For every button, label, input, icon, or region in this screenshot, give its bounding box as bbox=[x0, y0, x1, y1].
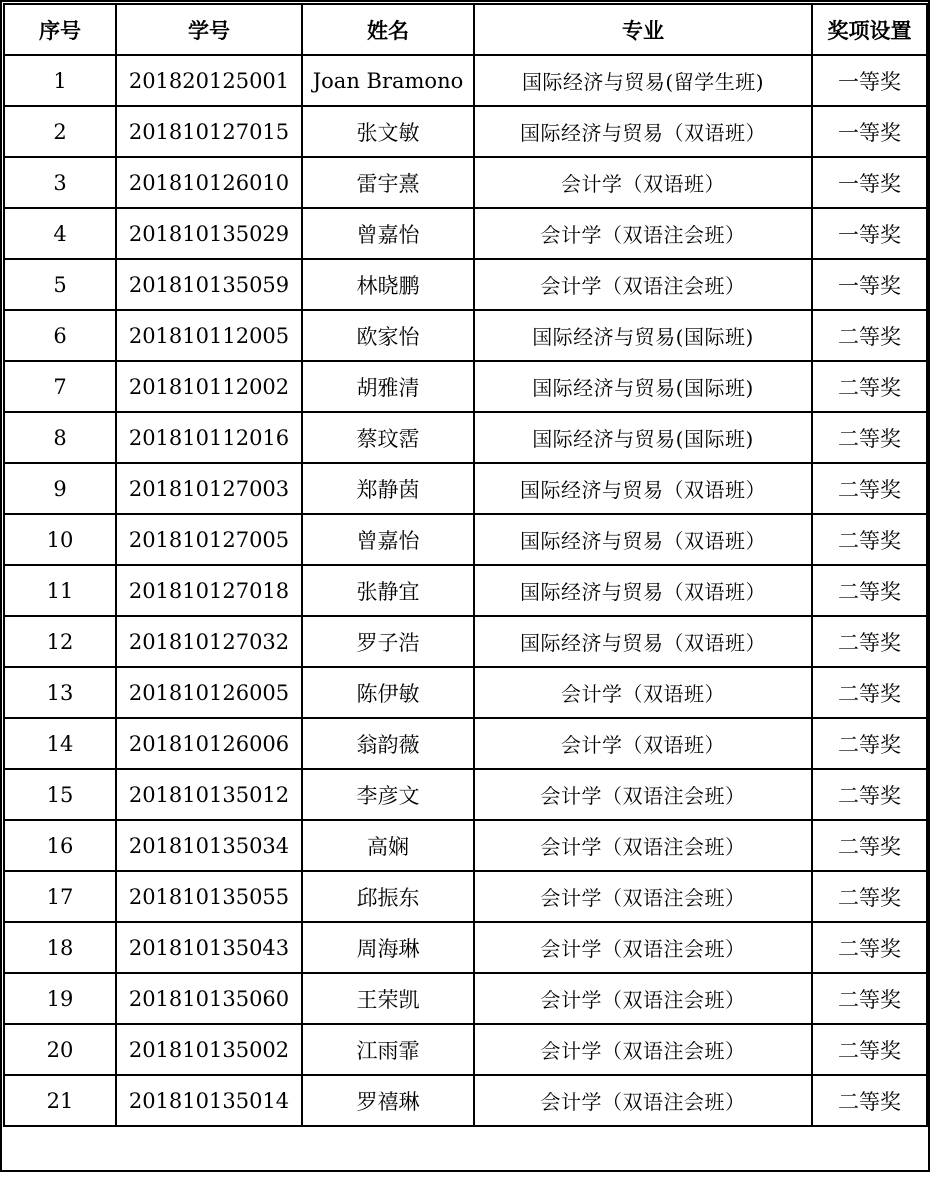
major: 国际经济与贸易（双语班） bbox=[474, 106, 812, 157]
student-name: 罗禧琳 bbox=[302, 1075, 474, 1126]
table-row bbox=[4, 973, 927, 1024]
student-name: 江雨霏 bbox=[302, 1024, 474, 1075]
header-name: 姓名 bbox=[302, 4, 474, 55]
major: 会计学（双语注会班） bbox=[474, 973, 812, 1024]
award-level: 二等奖 bbox=[812, 616, 927, 667]
student-id: 201810135034 bbox=[116, 820, 302, 871]
table-row bbox=[4, 55, 927, 106]
major: 国际经济与贸易(国际班) bbox=[474, 361, 812, 412]
award-level: 二等奖 bbox=[812, 310, 927, 361]
header-index: 序号 bbox=[4, 4, 116, 55]
student-id: 201810112016 bbox=[116, 412, 302, 463]
award-level: 二等奖 bbox=[812, 718, 927, 769]
student-id: 201810112002 bbox=[116, 361, 302, 412]
row-index: 14 bbox=[4, 718, 116, 769]
student-id: 201810126010 bbox=[116, 157, 302, 208]
table-row bbox=[4, 769, 927, 820]
student-name: 邱振东 bbox=[302, 871, 474, 922]
student-id: 201810127015 bbox=[116, 106, 302, 157]
student-name: 雷宇熹 bbox=[302, 157, 474, 208]
table-row bbox=[4, 259, 927, 310]
student-name: 曾嘉怡 bbox=[302, 514, 474, 565]
award-level: 二等奖 bbox=[812, 769, 927, 820]
student-name: 蔡玟霑 bbox=[302, 412, 474, 463]
award-level: 二等奖 bbox=[812, 412, 927, 463]
table-row bbox=[4, 412, 927, 463]
student-name: 陈伊敏 bbox=[302, 667, 474, 718]
row-index: 8 bbox=[4, 412, 116, 463]
row-index: 6 bbox=[4, 310, 116, 361]
table-row bbox=[4, 922, 927, 973]
student-name: Joan Bramono bbox=[302, 55, 474, 106]
table-row bbox=[4, 1024, 927, 1075]
table-body bbox=[4, 55, 927, 1126]
award-level: 一等奖 bbox=[812, 55, 927, 106]
award-level: 一等奖 bbox=[812, 208, 927, 259]
student-id: 201810126005 bbox=[116, 667, 302, 718]
student-name: 胡雅清 bbox=[302, 361, 474, 412]
row-index: 21 bbox=[4, 1075, 116, 1126]
table-row bbox=[4, 1075, 927, 1126]
student-id: 201810135029 bbox=[116, 208, 302, 259]
student-id: 201810135002 bbox=[116, 1024, 302, 1075]
major: 国际经济与贸易(国际班) bbox=[474, 310, 812, 361]
major: 国际经济与贸易（双语班） bbox=[474, 514, 812, 565]
student-id: 201810135059 bbox=[116, 259, 302, 310]
major: 国际经济与贸易(国际班) bbox=[474, 412, 812, 463]
major: 会计学（双语班） bbox=[474, 718, 812, 769]
table-row bbox=[4, 718, 927, 769]
table-row bbox=[4, 616, 927, 667]
table-row bbox=[4, 565, 927, 616]
award-level: 二等奖 bbox=[812, 922, 927, 973]
award-level: 二等奖 bbox=[812, 871, 927, 922]
student-id: 201810135012 bbox=[116, 769, 302, 820]
student-name: 曾嘉怡 bbox=[302, 208, 474, 259]
table-row bbox=[4, 463, 927, 514]
table-row bbox=[4, 667, 927, 718]
table-row bbox=[4, 157, 927, 208]
award-level: 二等奖 bbox=[812, 1024, 927, 1075]
major: 国际经济与贸易（双语班） bbox=[474, 463, 812, 514]
row-index: 17 bbox=[4, 871, 116, 922]
award-level: 二等奖 bbox=[812, 514, 927, 565]
student-name: 王荣凯 bbox=[302, 973, 474, 1024]
header-major: 专业 bbox=[474, 4, 812, 55]
major: 会计学（双语注会班） bbox=[474, 1075, 812, 1126]
table-row bbox=[4, 106, 927, 157]
major: 国际经济与贸易（双语班） bbox=[474, 616, 812, 667]
major: 会计学（双语注会班） bbox=[474, 208, 812, 259]
row-index: 18 bbox=[4, 922, 116, 973]
table-row bbox=[4, 820, 927, 871]
row-index: 1 bbox=[4, 55, 116, 106]
student-name: 罗子浩 bbox=[302, 616, 474, 667]
header-student-id: 学号 bbox=[116, 4, 302, 55]
student-name: 张静宜 bbox=[302, 565, 474, 616]
row-index: 15 bbox=[4, 769, 116, 820]
row-index: 10 bbox=[4, 514, 116, 565]
award-level: 二等奖 bbox=[812, 667, 927, 718]
row-index: 4 bbox=[4, 208, 116, 259]
student-id: 201810135060 bbox=[116, 973, 302, 1024]
major: 会计学（双语注会班） bbox=[474, 922, 812, 973]
major: 会计学（双语注会班） bbox=[474, 1024, 812, 1075]
major: 会计学（双语注会班） bbox=[474, 259, 812, 310]
award-level: 二等奖 bbox=[812, 565, 927, 616]
major: 会计学（双语班） bbox=[474, 667, 812, 718]
student-name: 翁韵薇 bbox=[302, 718, 474, 769]
award-level: 二等奖 bbox=[812, 820, 927, 871]
award-table bbox=[3, 3, 928, 1127]
student-name: 张文敏 bbox=[302, 106, 474, 157]
row-index: 16 bbox=[4, 820, 116, 871]
major: 国际经济与贸易(留学生班) bbox=[474, 55, 812, 106]
student-name: 林晓鹏 bbox=[302, 259, 474, 310]
row-index: 2 bbox=[4, 106, 116, 157]
award-level: 二等奖 bbox=[812, 973, 927, 1024]
student-id: 201810127032 bbox=[116, 616, 302, 667]
award-level: 一等奖 bbox=[812, 106, 927, 157]
student-id: 201820125001 bbox=[116, 55, 302, 106]
row-index: 19 bbox=[4, 973, 116, 1024]
header-award: 奖项设置 bbox=[812, 4, 927, 55]
major: 国际经济与贸易（双语班） bbox=[474, 565, 812, 616]
row-index: 20 bbox=[4, 1024, 116, 1075]
table-row bbox=[4, 361, 927, 412]
student-id: 201810127005 bbox=[116, 514, 302, 565]
table-row bbox=[4, 871, 927, 922]
row-index: 9 bbox=[4, 463, 116, 514]
table-row bbox=[4, 514, 927, 565]
student-name: 周海琳 bbox=[302, 922, 474, 973]
student-id: 201810135055 bbox=[116, 871, 302, 922]
table-header-row bbox=[4, 4, 927, 55]
row-index: 13 bbox=[4, 667, 116, 718]
row-index: 7 bbox=[4, 361, 116, 412]
row-index: 11 bbox=[4, 565, 116, 616]
student-id: 201810135014 bbox=[116, 1075, 302, 1126]
major: 会计学（双语班） bbox=[474, 157, 812, 208]
student-id: 201810126006 bbox=[116, 718, 302, 769]
student-name: 郑静茵 bbox=[302, 463, 474, 514]
table-row bbox=[4, 208, 927, 259]
award-level: 一等奖 bbox=[812, 259, 927, 310]
major: 会计学（双语注会班） bbox=[474, 871, 812, 922]
row-index: 12 bbox=[4, 616, 116, 667]
award-level: 二等奖 bbox=[812, 361, 927, 412]
major: 会计学（双语注会班） bbox=[474, 769, 812, 820]
student-id: 201810127003 bbox=[116, 463, 302, 514]
student-name: 高娴 bbox=[302, 820, 474, 871]
student-name: 欧家怡 bbox=[302, 310, 474, 361]
award-level: 一等奖 bbox=[812, 157, 927, 208]
row-index: 5 bbox=[4, 259, 116, 310]
award-level: 二等奖 bbox=[812, 1075, 927, 1126]
award-level: 二等奖 bbox=[812, 463, 927, 514]
student-id: 201810112005 bbox=[116, 310, 302, 361]
student-name: 李彦文 bbox=[302, 769, 474, 820]
table-row bbox=[4, 310, 927, 361]
student-id: 201810135043 bbox=[116, 922, 302, 973]
student-id: 201810127018 bbox=[116, 565, 302, 616]
row-index: 3 bbox=[4, 157, 116, 208]
major: 会计学（双语注会班） bbox=[474, 820, 812, 871]
